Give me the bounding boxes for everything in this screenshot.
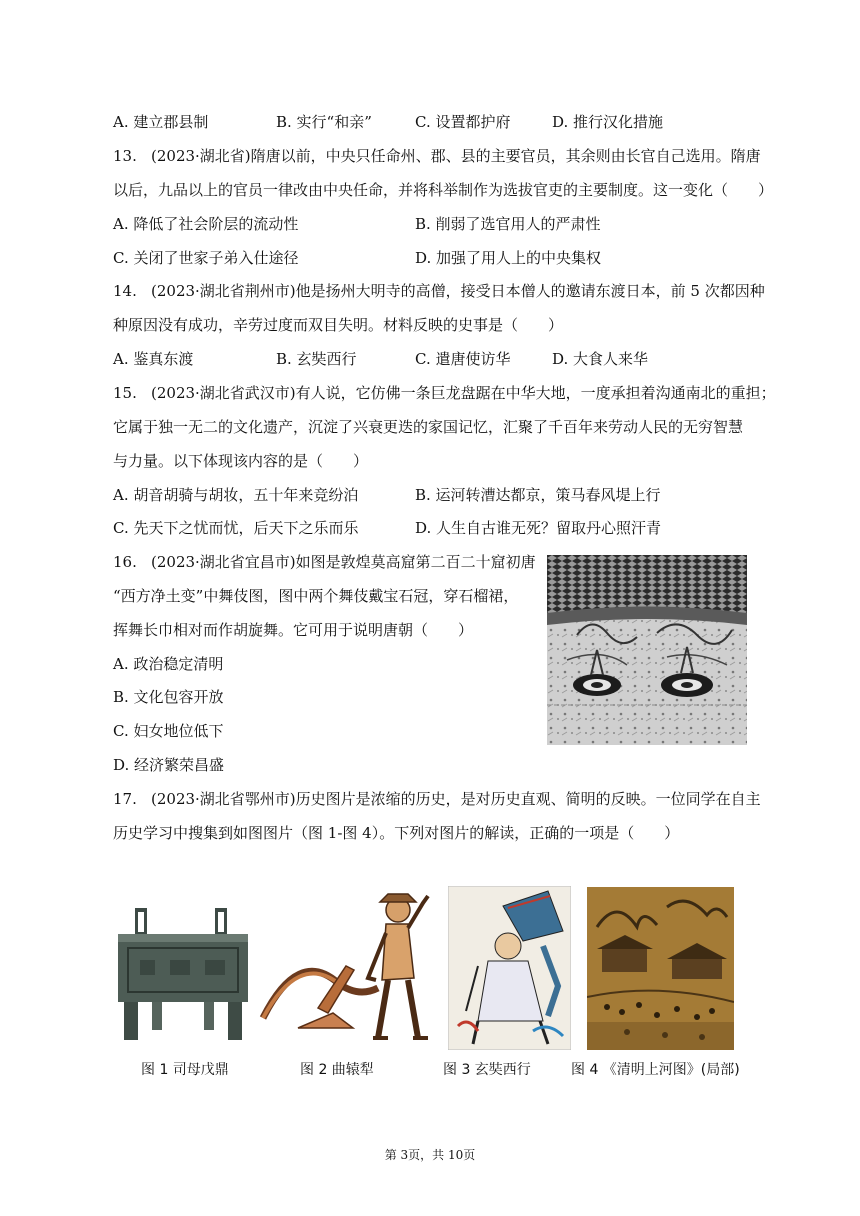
q15-option-b: B. 运河转漕达都京，策马春风堤上行 <box>415 486 661 504</box>
q16-stem-line-1 <box>113 552 536 572</box>
q12-option-d: D. 推行汉化措施 <box>552 113 664 131</box>
q13-option-d: D. 加强了用人上的中央集权 <box>415 249 602 267</box>
question-number: 15. <box>113 384 137 402</box>
q16-option-a: A. 政治稳定清明 <box>113 655 224 673</box>
q13-stem-text: (2023·湖北省)隋唐以前，中央只任命州、郡、县的主要官员，其余则由长官自己选用。隋唐 <box>151 147 761 165</box>
q13-stem-line-1 <box>113 146 761 166</box>
question-number: 13. <box>113 147 137 165</box>
question-number: 17. <box>113 790 137 808</box>
qingming-scroll-image <box>587 887 734 1050</box>
question-number: 16. <box>113 553 137 571</box>
simuwu-ding-image <box>110 900 255 1050</box>
q14-stem-text: (2023·湖北省荆州市)他是扬州大明寺的高僧，接受日本僧人的邀请东渡日本，前 5 次都因种 <box>151 282 765 300</box>
q12-option-b: B. 实行“和亲” <box>276 113 372 131</box>
q14-option-d: D. 大食人来华 <box>552 350 649 368</box>
figure-3-caption: 图 3 玄奘西行 <box>443 1062 531 1078</box>
q12-option-a: A. 建立郡县制 <box>113 113 209 131</box>
q14-option-c: C. 遣唐使访华 <box>415 350 511 368</box>
q16-stem-line-2: “西方净土变”中舞伎图，图中两个舞伎戴宝石冠，穿石榴裙， <box>113 587 519 605</box>
q16-stem-line-3: 挥舞长巾相对而作胡旋舞。它可用于说明唐朝（ ） <box>113 621 474 639</box>
q13-option-a: A. 降低了社会阶层的流动性 <box>113 215 299 233</box>
q14-stem-line-2: 种原因没有成功，辛劳过度而双目失明。材料反映的史事是（ ） <box>113 316 564 334</box>
q13-option-c: C. 关闭了世家子弟入仕途径 <box>113 249 299 267</box>
page-footer: 第 3页，共 10页 <box>384 1148 476 1162</box>
q17-stem-text: (2023·湖北省鄂州市)历史图片是浓缩的历史，是对历史直观、简明的反映。一位同学在自主 <box>151 790 761 808</box>
dunhuang-dancers-image <box>547 555 747 745</box>
q15-stem-text: (2023·湖北省武汉市)有人说，它仿佛一条巨龙盘踞在中华大地，一度承担着沟通南北的重担； <box>151 384 776 402</box>
q12-option-c: C. 设置都护府 <box>415 113 511 131</box>
figure-4-caption: 图 4 《清明上河图》(局部) <box>571 1062 740 1078</box>
figure-2-caption: 图 2 曲辕犁 <box>300 1062 374 1078</box>
q15-option-c: C. 先天下之忧而忧，后天下之乐而乐 <box>113 519 359 537</box>
q13-option-b: B. 削弱了选官用人的严肃性 <box>415 215 601 233</box>
q17-stem-line-1 <box>113 789 761 809</box>
q15-stem-line-1 <box>113 383 776 403</box>
q13-stem-line-2: 以后，九品以上的官员一律改由中央任命，并将科举制作为选拔官吏的主要制度。这一变化（ ） <box>113 181 774 199</box>
q16-stem-text: (2023·湖北省宜昌市)如图是敦煌莫高窟第二百二十窟初唐 <box>151 553 536 571</box>
quyuan-plough-image <box>258 888 436 1050</box>
q15-option-a: A. 胡音胡骑与胡妆，五十年来竞纷泊 <box>113 486 359 504</box>
q15-stem-line-3: 与力量。以下体现该内容的是（ ） <box>113 452 369 470</box>
q17-stem-line-2: 历史学习中搜集到如图图片（图 1-图 4）。下列对图片的解读，正确的一项是（ ） <box>113 824 680 842</box>
q14-option-a: A. 鉴真东渡 <box>113 350 194 368</box>
q16-option-b: B. 文化包容开放 <box>113 688 224 706</box>
q16-option-c: C. 妇女地位低下 <box>113 722 224 740</box>
q15-stem-line-2: 它属于独一无二的文化遗产，沉淀了兴衰更迭的家国记忆，汇聚了千百年来劳动人民的无穷智慧 <box>113 418 744 436</box>
q14-stem-line-1 <box>113 281 765 301</box>
q15-option-d: D. 人生自古谁无死？留取丹心照汗青 <box>415 519 662 537</box>
q14-option-b: B. 玄奘西行 <box>276 350 357 368</box>
figure-1-caption: 图 1 司母戊鼎 <box>141 1062 229 1078</box>
question-number: 14. <box>113 282 137 300</box>
q16-option-d: D. 经济繁荣昌盛 <box>113 756 225 774</box>
xuanzang-journey-image <box>448 886 571 1050</box>
